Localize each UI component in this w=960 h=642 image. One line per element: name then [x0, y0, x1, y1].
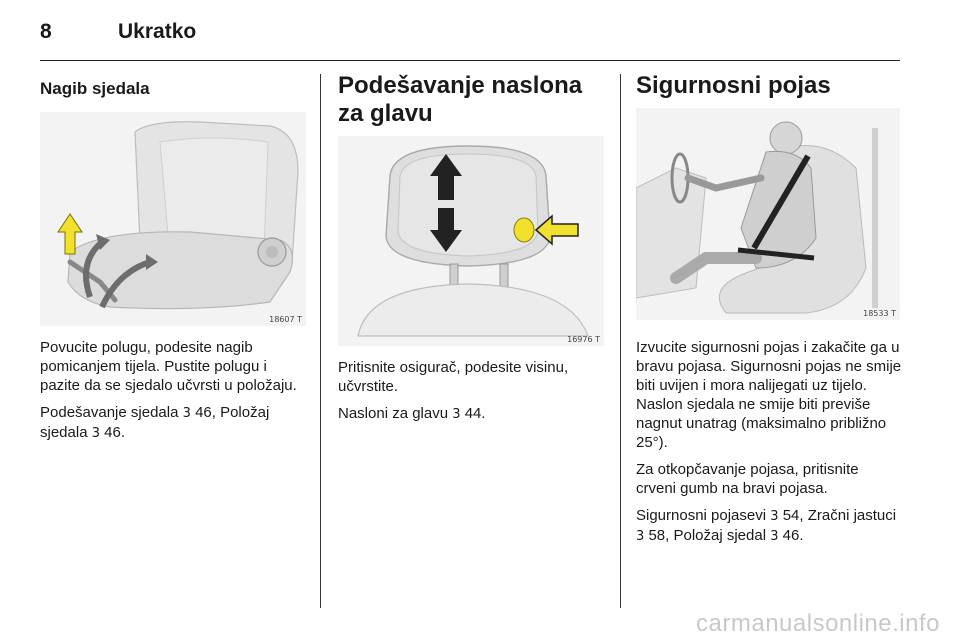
instruction-text: Pritisnite osigurač, podesite visinu, učvrstite. [338, 359, 569, 395]
cross-reference-arrow-icon: 3 [182, 406, 191, 421]
cross-reference-arrow-icon: 3 [770, 509, 779, 524]
seat-illustration [40, 112, 306, 326]
heading-head-restraint: Podešavanje naslona za glavu [338, 72, 583, 127]
cross-reference-arrow-icon: 3 [91, 426, 100, 441]
cross-reference-arrow-icon: 3 [452, 407, 461, 422]
cross-reference-arrow-icon: 3 [770, 529, 779, 544]
page-header [40, 18, 900, 60]
head-restraint-figure [338, 136, 604, 346]
cross-reference-arrow-icon: 3 [636, 529, 645, 544]
instruction-text: Izvucite sigurnosni pojas i zakačite ga u bravu pojasa. Sigurnosni pojas ne smije biti uvijen i mora nalijegati uz tijelo. Naslon sjedala ne smije biti previše nagnut unatrag (maksimalno približno 25°). [636, 339, 902, 451]
seat-belt-illustration [636, 108, 900, 320]
cross-references: Sigurnosni pojasevi 3 54, Zračni jastuci 3 58, Položaj sjedal 3 46. [636, 507, 897, 544]
figure-code: 16976 T [567, 335, 600, 344]
column-divider [620, 74, 621, 608]
column-head-restraint [338, 72, 606, 432]
instruction-text: Povucite polugu, podesite nagib pomicanjem tijela. Pustite polugu i pazite da se sjedalo učvrsti u položaju. [40, 339, 297, 394]
seat-tilt-figure [40, 112, 306, 326]
header-rule [40, 60, 900, 61]
instruction-text: Za otkopčavanje pojasa, pritisnite crveni gumb na bravi pojasa. [636, 461, 859, 497]
column-divider [320, 74, 321, 608]
figure-code: 18607 T [269, 315, 302, 324]
column-seat-belt [636, 72, 902, 554]
section-title: Ukratko [118, 20, 197, 43]
page-number: 8 [40, 20, 52, 43]
heading-seat-belt: Sigurnosni pojas [636, 72, 831, 99]
watermark-text: carmanualsonline.info [696, 610, 940, 637]
cross-references: Podešavanje sjedala 3 46, Položaj sjedala 3 46. [40, 404, 270, 441]
heading-seat-tilt: Nagib sjedala [40, 79, 150, 98]
head-restraint-illustration [338, 136, 604, 346]
cross-references: Nasloni za glavu 3 44. [338, 405, 486, 422]
figure-code: 18533 T [863, 309, 896, 318]
seat-belt-figure [636, 108, 900, 320]
column-seat-tilt [40, 72, 306, 451]
